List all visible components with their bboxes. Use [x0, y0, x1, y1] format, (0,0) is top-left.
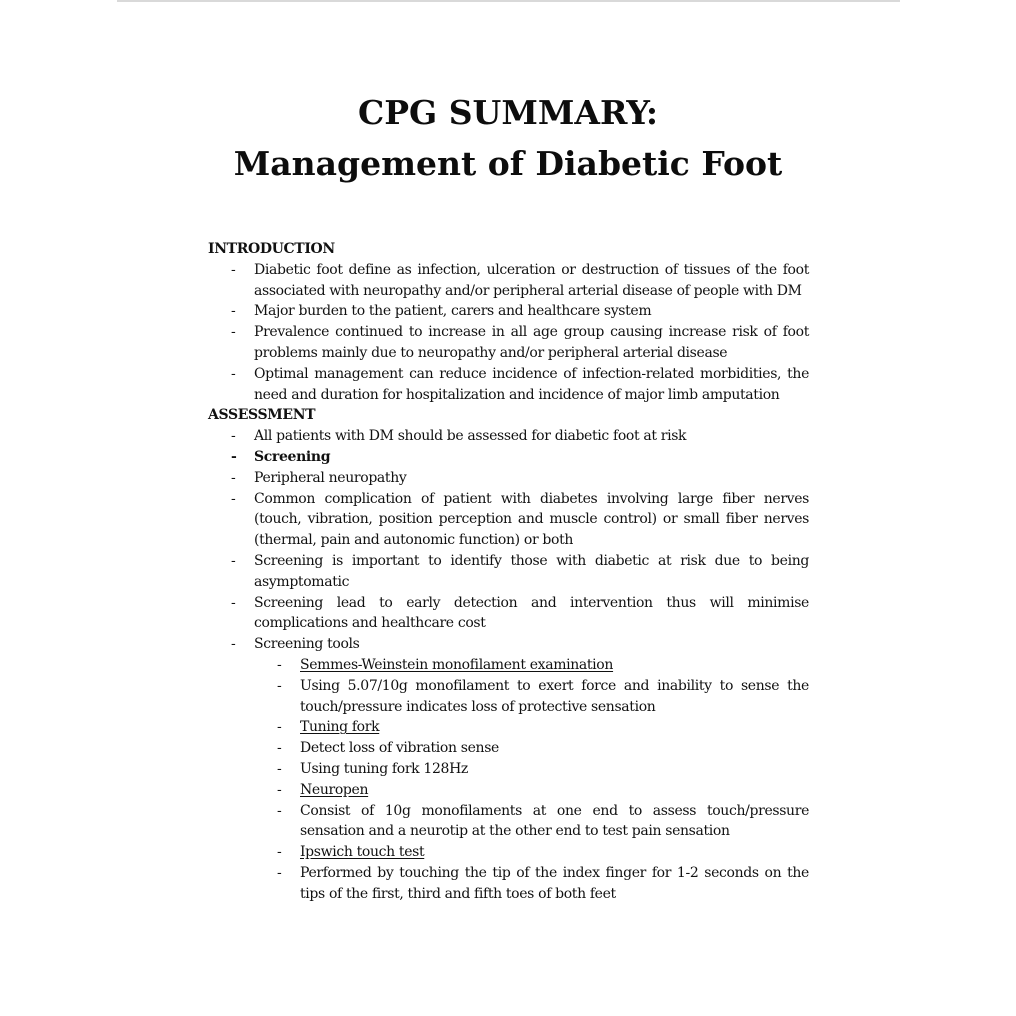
tool-name: - Neuropen: [300, 780, 809, 801]
list-item: - Prevalence continued to increase in all age group causing increase risk of foot problems mainly due to neuropathy and/or peripheral arterial disease: [208, 322, 809, 364]
list-item: - Optimal management can reduce incidence of infection-related morbidities, the need and duration for hospitalization and incidence of major limb amputation: [208, 364, 809, 406]
document-subtitle: Management of Diabetic Foot: [233, 144, 783, 183]
list-item: - Detect loss of vibration sense: [300, 738, 809, 759]
list-item-label: Peripheral neuropathy: [254, 469, 407, 486]
list-item: - Common complication of patient with diabetes involving large fiber nerves (touch, vibration, position perception and muscle control) or small fiber nerves (thermal, pain and autonomic function) or both: [254, 489, 809, 551]
assessment-list: [208, 426, 809, 904]
document-body: [208, 239, 809, 905]
list-item: - All patients with DM should be assessed for diabetic foot at risk: [208, 426, 809, 447]
list-item: - Diabetic foot define as infection, ulceration or destruction of tissues of the foot associated with neuropathy and/or peripheral arterial disease of people with DM: [208, 260, 809, 302]
list-item: - Major burden to the patient, carers and healthcare system: [208, 301, 809, 322]
list-item: - Screening is important to identify those with diabetic at risk due to being asymptomatic: [254, 551, 809, 593]
list-item: - Screening lead to early detection and intervention thus will minimise complications and healthcare cost: [254, 593, 809, 635]
introduction-list: [208, 260, 809, 406]
section-heading-assessment: ASSESSMENT: [208, 407, 316, 424]
list-item: - Consist of 10g monofilaments at one end to assess touch/pressure sensation and a neurotip at the other end to test pain sensation: [300, 801, 809, 843]
neuropathy-list: [208, 489, 809, 905]
list-item: - Performed by touching the tip of the index finger for 1-2 seconds on the tips of the first, third and fifth toes of both feet: [300, 863, 809, 905]
tool-name: - Semmes-Weinstein monofilament examination: [300, 655, 809, 676]
list-item-screening-tools: [254, 634, 809, 904]
top-divider: [117, 0, 900, 2]
tool-name: - Ipswich touch test: [300, 842, 809, 863]
document-title: CPG SUMMARY:: [357, 93, 659, 132]
list-item: - Using tuning fork 128Hz: [300, 759, 809, 780]
screening-tools-list: [254, 655, 809, 905]
list-item-screening: - Screening: [208, 447, 809, 468]
list-item-label: Screening tools: [254, 636, 360, 653]
list-item: - Using 5.07/10g monofilament to exert force and inability to sense the touch/pressure indicates loss of protective sensation: [300, 676, 809, 718]
list-item-peripheral-neuropathy: [208, 468, 809, 905]
section-heading-introduction: INTRODUCTION: [208, 241, 335, 257]
tool-name: - Tuning fork: [300, 717, 809, 738]
